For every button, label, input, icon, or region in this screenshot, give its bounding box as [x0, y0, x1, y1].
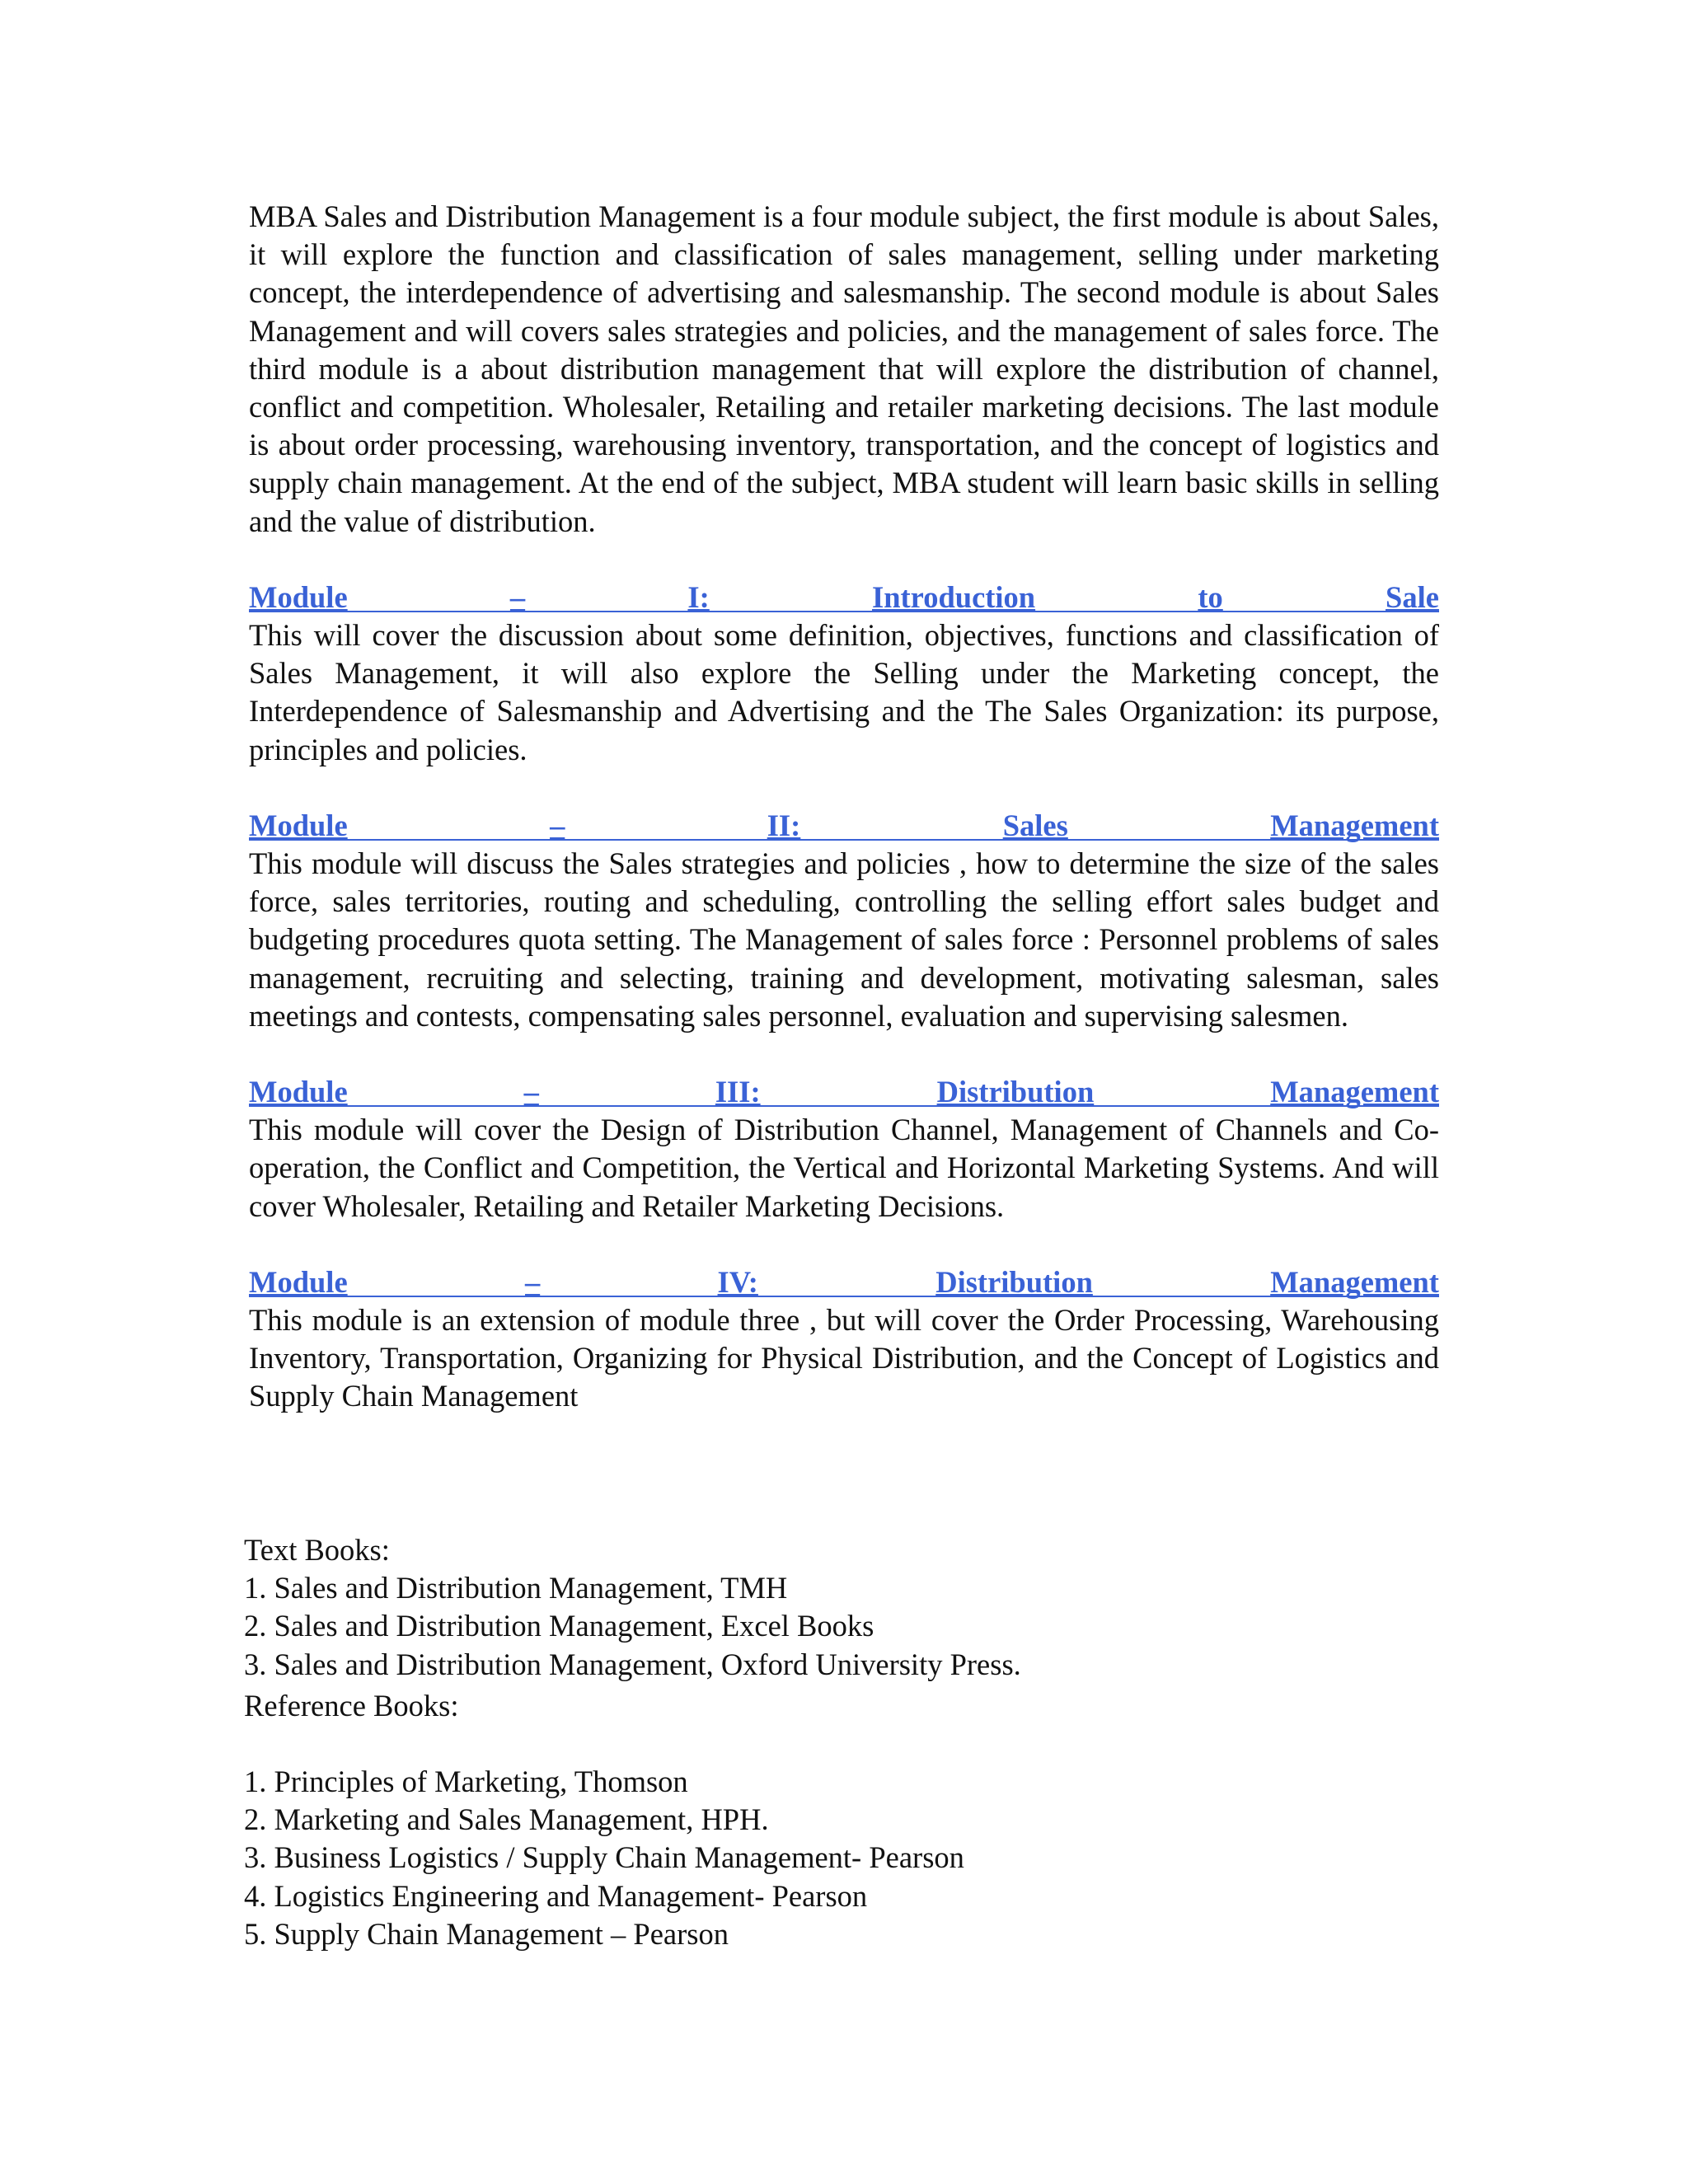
reference-book-item: 1. Principles of Marketing, Thomson [244, 1765, 688, 1799]
heading-word: to [1198, 579, 1223, 614]
spacer [249, 541, 1439, 579]
reference-book-item: 4. Logistics Engineering and Management- Pearson [244, 1878, 868, 1913]
heading-word: Management [1270, 808, 1439, 842]
spacer [249, 769, 1439, 807]
intro-paragraph: MBA Sales and Distribution Management is a four module subject, the first module is about Sales, it will explore the function and classification of sales management, selling under marketing concept, the interdependence of advertising and salesmanship. The second module is about Sales Management and will covers sales strategies and policies, and the management of sales force. The third module is a about distribution management that will explore the distribution of channel, conflict and competition. Wholesaler, Retailing and retailer marketing decisions. The last module is about order processing, warehousing inventory, transportation, and the concept of logistics and supply chain management. At the end of the subject, MBA student will learn basic skills in selling and the value of distribution. [249, 199, 1439, 538]
heading-word: II: [767, 808, 801, 842]
reference-books-title: Reference Books: [244, 1688, 459, 1722]
heading-word: – [523, 1075, 539, 1109]
text-book-item: 2. Sales and Distribution Management, Excel Books [244, 1609, 874, 1643]
heading-word: Distribution [936, 1075, 1095, 1109]
text-book-item: 3. Sales and Distribution Management, Oxford University Press. [244, 1647, 1021, 1681]
heading-word: Distribution [935, 1264, 1093, 1299]
reference-book-item: 2. Marketing and Sales Management, HPH. [244, 1802, 769, 1837]
module-1-heading [249, 579, 1439, 616]
module-3-heading [249, 1073, 1439, 1111]
module-4-heading [249, 1263, 1439, 1301]
heading-word: Sales [1002, 808, 1068, 842]
reference-book-item: 3. Business Logistics / Supply Chain Management- Pearson [244, 1840, 964, 1875]
book-lists [244, 1531, 1439, 1953]
heading-word: – [524, 1264, 541, 1299]
module-4-body: This module is an extension of module three , but will cover the Order Processing, Warehousing Inventory, Transportation, Organizing for Physical Distribution, and the Concept of Logistics and Supply Chain Management [249, 1303, 1439, 1413]
heading-word: Management [1270, 1075, 1439, 1109]
module-3-body: This module will cover the Design of Distribution Channel, Management of Channels and Co-operation, the Conflict and Competition, the Vertical and Horizontal Marketing Systems. And will cover Wholesaler, Retailing and Retailer Marketing Decisions. [249, 1113, 1439, 1223]
module-2-heading [249, 807, 1439, 845]
module-1-body: This will cover the discussion about some definition, objectives, functions and classification of Sales Management, it will also explore the Selling under the Marketing concept, the Interdependence of Salesmanship and Advertising and the The Sales Organization: its purpose, principles and policies. [249, 618, 1439, 766]
heading-word: Introduction [872, 579, 1036, 614]
heading-word: III: [715, 1075, 761, 1109]
spacer [249, 1035, 1439, 1073]
heading-word: – [509, 579, 526, 614]
text-book-item: 1. Sales and Distribution Management, TMH [244, 1571, 788, 1605]
heading-word: Module [249, 1264, 348, 1299]
reference-book-item: 5. Supply Chain Management – Pearson [244, 1916, 729, 1951]
heading-word: Module [249, 1075, 348, 1109]
document-body [249, 198, 1439, 1416]
heading-word: I: [687, 579, 710, 614]
heading-word: – [550, 808, 565, 842]
text-books-title: Text Books: [244, 1533, 390, 1567]
heading-word: Module [249, 808, 348, 842]
heading-word: IV: [717, 1264, 758, 1299]
heading-word: Module [249, 579, 348, 614]
heading-word: Sale [1386, 579, 1439, 614]
heading-word: Management [1270, 1264, 1439, 1299]
spacer [244, 1725, 1439, 1763]
module-2-body: This module will discuss the Sales strategies and policies , how to determine the size of the sales force, sales territories, routing and scheduling, controlling the selling effort sales budget and budgeting procedures quota setting. The Management of sales force : Personnel problems of sales management, recruiting and selecting, training and development, motivating salesman, sales meetings and contests, compensating sales personnel, evaluation and supervising salesmen. [249, 846, 1439, 1033]
spacer [249, 1226, 1439, 1263]
